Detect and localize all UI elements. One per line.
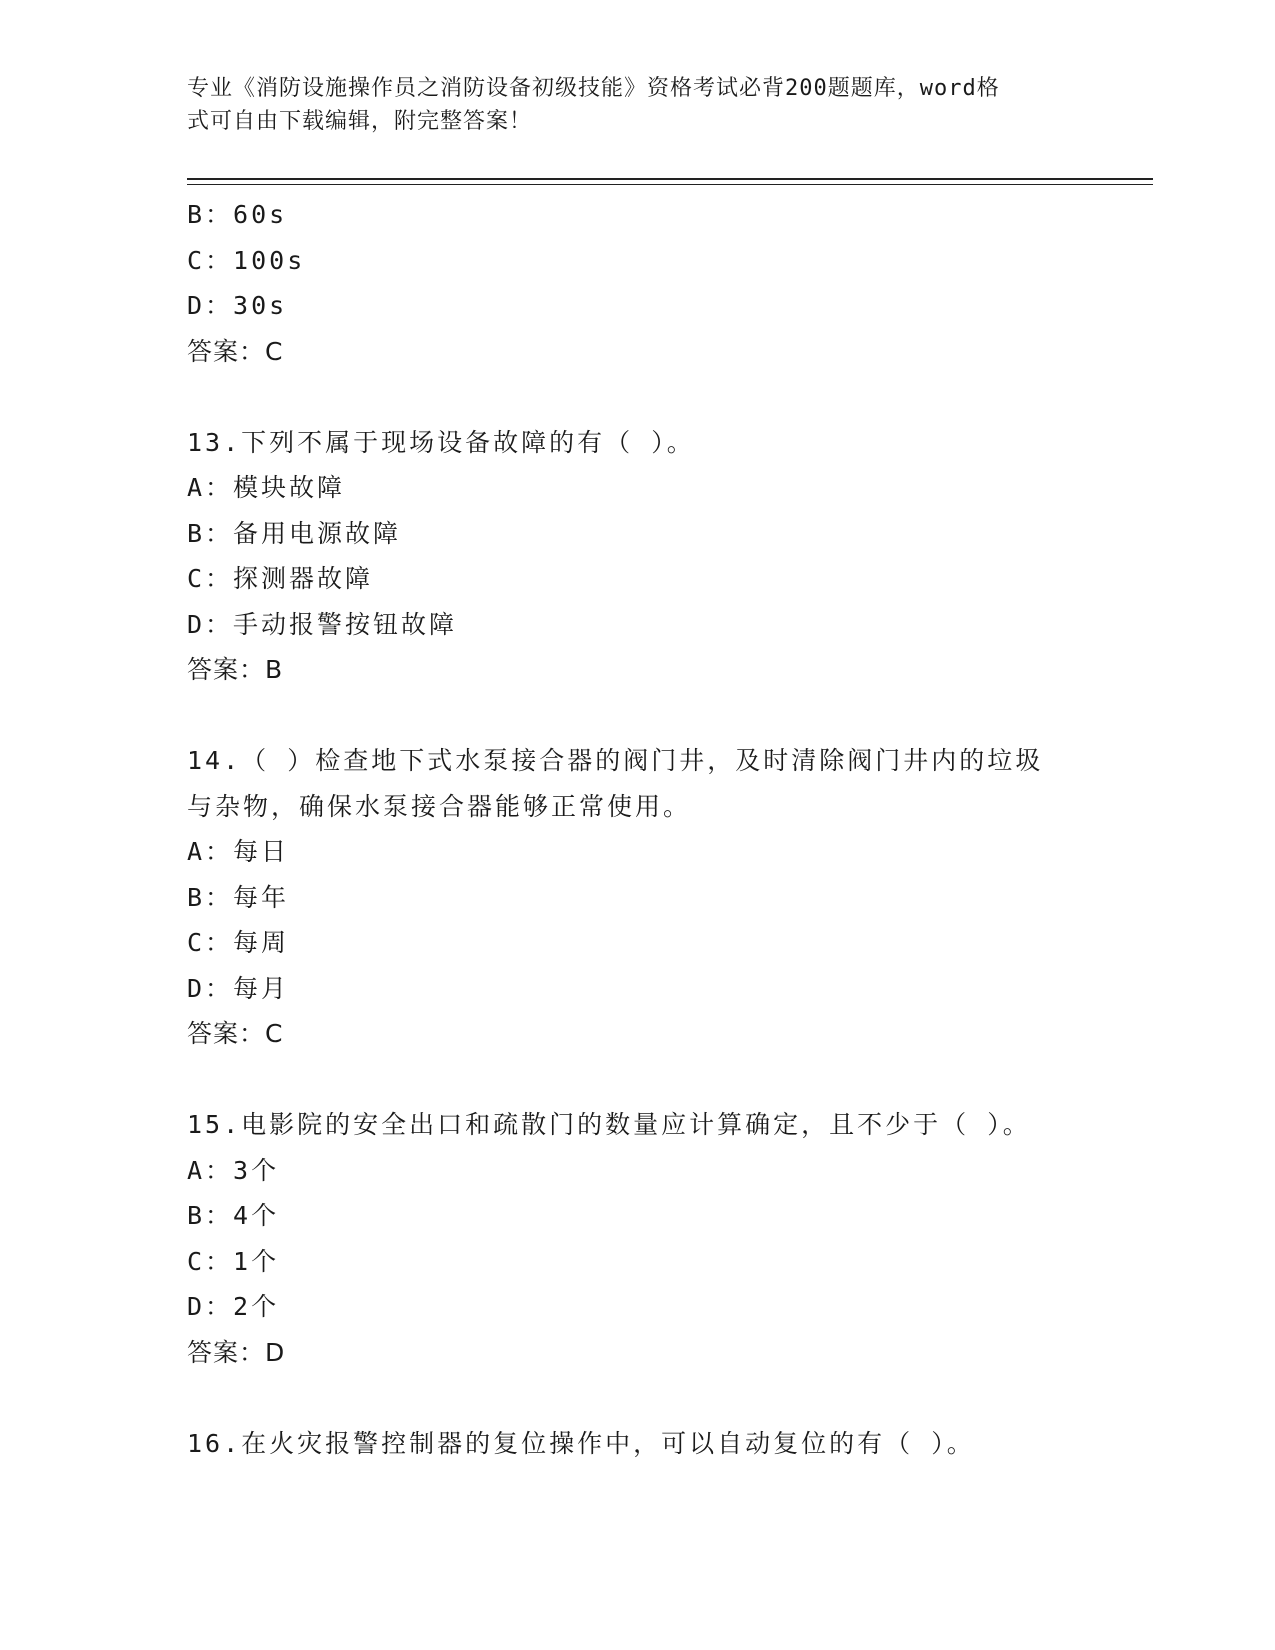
option-b: B：每年 <box>187 882 290 912</box>
document-header <box>187 72 1067 138</box>
header-line-1: 专业《消防设施操作员之消防设备初级技能》资格考试必背200题题库，word格 <box>187 76 1000 101</box>
question-list <box>187 192 1087 1466</box>
option-a: A：模块故障 <box>187 473 346 502</box>
option-d: D：30s <box>187 291 288 320</box>
option-b: B：60s <box>187 200 288 229</box>
question-text: 13.下列不属于现场设备故障的有（ ）。 <box>187 427 695 457</box>
option-c: C：探测器故障 <box>187 564 374 593</box>
header-rule-thin <box>187 184 1153 185</box>
answer: 答案：D <box>187 1337 286 1367</box>
answer: 答案：B <box>187 655 284 684</box>
option-c: C：100s <box>187 245 306 275</box>
question-text: 15.电影院的安全出口和疏散门的数量应计算确定，且不少于（ ）。 <box>187 1110 1031 1139</box>
question-text: 16.在火灾报警控制器的复位操作中，可以自动复位的有（ ）。 <box>187 1428 975 1458</box>
option-a: A：3个 <box>187 1155 280 1185</box>
header-line-2: 式可自由下载编辑，附完整答案！ <box>187 109 533 134</box>
answer: 答案：C <box>187 1019 284 1048</box>
question-13 <box>187 420 1087 694</box>
question-text-line-2: 与杂物，确保水泵接合器能够正常使用。 <box>187 791 692 821</box>
option-d: D：2个 <box>187 1292 280 1321</box>
question-text-line-1: 14.（ ）检查地下式水泵接合器的阀门井，及时清除阀门井内的垃圾 <box>187 746 1044 775</box>
question-12-continued <box>187 192 1087 375</box>
question-16 <box>187 1421 1087 1467</box>
option-c: C：1个 <box>187 1246 280 1276</box>
header-rule-thick <box>187 178 1153 180</box>
answer: 答案：C <box>187 336 284 366</box>
option-a: A：每日 <box>187 837 290 866</box>
question-15 <box>187 1102 1087 1376</box>
option-b: B：备用电源故障 <box>187 518 402 548</box>
option-d: D：手动报警按钮故障 <box>187 609 458 639</box>
question-14 <box>187 738 1087 1057</box>
option-d: D：每月 <box>187 973 290 1003</box>
option-c: C：每周 <box>187 928 290 957</box>
option-b: B：4个 <box>187 1201 280 1230</box>
